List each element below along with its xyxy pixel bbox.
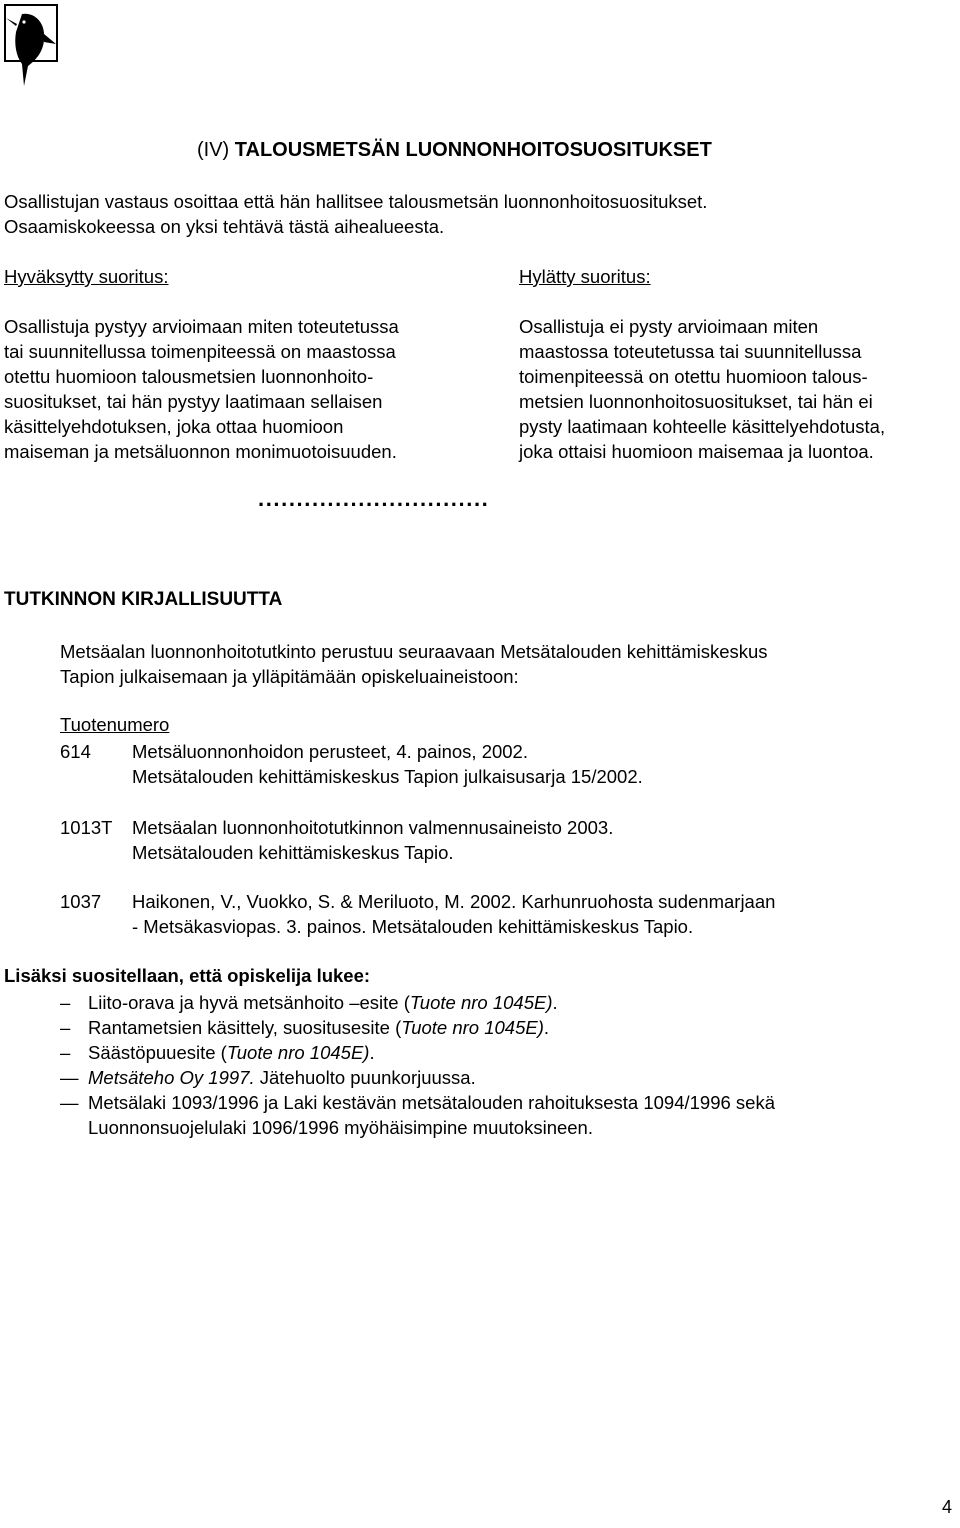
item-text: Rantametsien käsittely, suositusesite ( [88,1017,402,1038]
literature-intro-line: Metsäalan luonnonhoitotutkinto perustuu seuraavaan Metsätalouden kehittämiskeskus [60,641,768,662]
accepted-line: Osallistuja pystyy arvioimaan miten toteutetussa [4,316,399,337]
accepted-line: suositukset, tai hän pystyy laatimaan sellaisen [4,391,383,412]
rejected-line: maastossa toteutetussa tai suunnitellussa [519,341,862,362]
section-intro [4,189,707,239]
item-line: Haikonen, V., Vuokko, S. & Meriluoto, M. 2002. Karhunruohosta sudenmarjaan [132,891,776,912]
accepted-line: otettu huomioon talousmetsien luonnonhoito- [4,366,374,387]
dash-bullet: – [60,1017,71,1038]
page-number: 4 [941,1497,952,1517]
accepted-heading: Hyväksytty suoritus: [4,266,169,287]
item-italic: Tuote nro 1045E) [409,992,553,1013]
accepted-line: tai suunnitellussa toimenpiteessä on maastossa [4,341,396,362]
literature-intro-line: Tapion julkaisemaan ja ylläpitämään opiskeluaineistoon: [60,666,519,687]
item-line: Metsätalouden kehittämiskeskus Tapion julkaisusarja 15/2002. [132,766,643,787]
item-italic: Metsäteho Oy 1997. [88,1067,255,1088]
rejected-line: joka ottaisi huomioon maisemaa ja luontoa. [519,441,874,462]
dash-bullet: – [60,992,71,1013]
literature-intro [60,639,768,689]
accepted-line: käsittelyehdotuksen, joka ottaa huomioon [4,416,344,437]
product-number: 1013T [60,817,113,838]
dash-bullet: — [60,1092,79,1113]
item-line: Metsäalan luonnonhoitotutkinnon valmennusaineisto 2003. [132,817,614,838]
product-number: 614 [60,741,91,762]
rejected-line: Osallistuja ei pysty arvioimaan miten [519,316,819,337]
dash-bullet: – [60,1042,71,1063]
rejected-criteria [519,264,959,464]
item-line: - Metsäkasviopas. 3. painos. Metsätalouden kehittämiskeskus Tapio. [132,916,694,937]
accepted-line: maiseman ja metsäluonnon monimuotoisuuden. [4,441,397,462]
item-text: Liito-orava ja hyvä metsänhoito –esite ( [88,992,410,1013]
literature-title: TUTKINNON KIRJALLISUUTTA [4,589,283,610]
intro-line: Osallistujan vastaus osoittaa että hän hallitsee talousmetsän luonnonhoitosuositukset. [4,191,708,212]
item-text-end: Jätehuolto puunkorjuussa. [254,1067,476,1088]
item-text-end: . [552,992,558,1013]
dotted-separator: .............................. [258,486,490,511]
item-text: Luonnonsuojelulaki 1096/1996 myöhäisimpine muutoksineen. [88,1117,593,1138]
rejected-line: metsien luonnonhoitosuositukset, tai hän ei [519,391,873,412]
item-text-end: . [543,1017,550,1038]
product-number: 1037 [60,891,102,912]
woodpecker-logo-icon [4,4,68,88]
item-italic: Tuote nro 1045E) [401,1017,544,1038]
section-heading: TALOUSMETSÄN LUONNONHOITOSUOSITUKSET [234,139,712,161]
rejected-heading: Hylätty suoritus: [519,266,651,287]
item-line: Metsäluonnonhoidon perusteet, 4. painos, 2002. [132,741,528,762]
item-text: Metsälaki 1093/1996 ja Laki kestävän metsätalouden rahoituksesta 1094/1996 sekä [88,1092,776,1113]
rejected-line: pysty laatimaan kohteelle käsittelyehdotusta, [519,416,886,437]
section-number: (IV) [197,139,235,161]
product-number-heading: Tuotenumero [60,714,170,735]
item-text: Säästöpuuesite ( [88,1042,227,1063]
accepted-criteria [4,264,474,464]
item-line: Metsätalouden kehittämiskeskus Tapio. [132,842,454,863]
section-title [197,139,712,162]
intro-line: Osaamiskokeessa on yksi tehtävä tästä aihealueesta. [4,216,445,237]
extra-reading-title: Lisäksi suositellaan, että opiskelija lukee: [4,965,371,986]
item-text-end: . [369,1042,375,1063]
item-italic: Tuote nro 1045E) [226,1042,370,1063]
dash-bullet: — [60,1067,79,1088]
rejected-line: toimenpiteessä on otettu huomioon talous- [519,366,868,387]
